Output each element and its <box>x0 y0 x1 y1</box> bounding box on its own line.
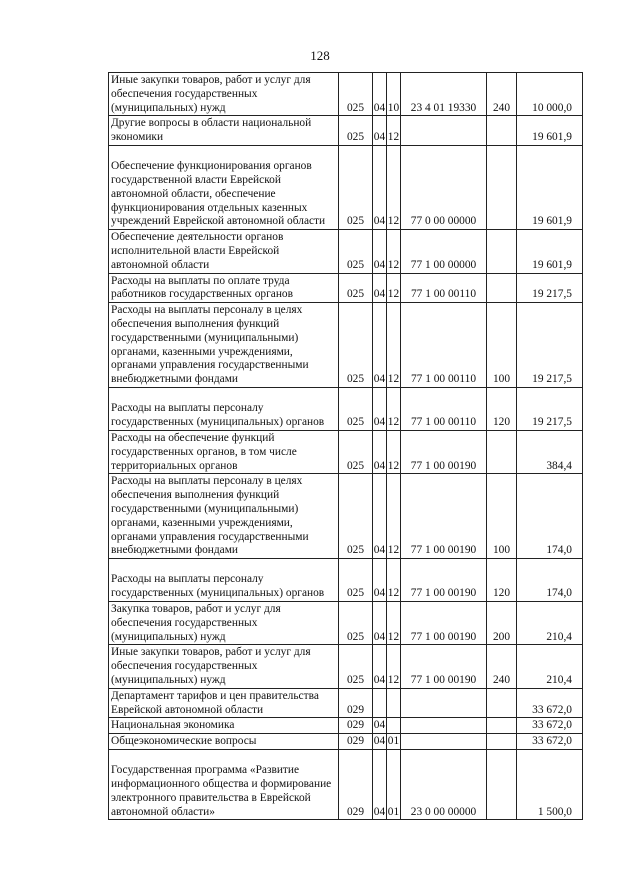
table-row <box>109 145 583 229</box>
table-row <box>109 273 583 303</box>
row-name: Иные закупки товаров, работ и услуг для обеспечения государственных (муниципальных) нужд <box>109 645 339 688</box>
target-article-code: 77 1 00 00190 <box>401 559 487 602</box>
subsection-code: 01 <box>387 749 401 820</box>
row-name: Расходы на выплаты по оплате труда работников государственных органов <box>109 273 339 303</box>
target-article-code <box>401 688 487 718</box>
expense-type-code: 240 <box>487 645 517 688</box>
expense-type-code <box>487 749 517 820</box>
ved-code: 025 <box>339 303 373 388</box>
row-name: Национальная экономика <box>109 718 339 734</box>
subsection-code: 12 <box>387 303 401 388</box>
amount: 19 217,5 <box>517 273 583 303</box>
table-row <box>109 718 583 734</box>
amount: 1 500,0 <box>517 749 583 820</box>
ved-code: 025 <box>339 474 373 559</box>
subsection-code: 12 <box>387 645 401 688</box>
ved-code: 025 <box>339 388 373 431</box>
section-code: 04 <box>373 645 387 688</box>
target-article-code <box>401 734 487 750</box>
subsection-code <box>387 688 401 718</box>
section-code: 04 <box>373 303 387 388</box>
ved-code: 029 <box>339 718 373 734</box>
amount: 384,4 <box>517 430 583 473</box>
row-name: Обеспечение деятельности органов исполнительной власти Еврейской автономной области <box>109 230 339 273</box>
subsection-code: 10 <box>387 73 401 116</box>
target-article-code: 77 1 00 00190 <box>401 474 487 559</box>
target-article-code: 77 0 00 00000 <box>401 145 487 229</box>
expense-type-code <box>487 734 517 750</box>
subsection-code: 01 <box>387 734 401 750</box>
amount: 33 672,0 <box>517 718 583 734</box>
ved-code: 025 <box>339 645 373 688</box>
table-row <box>109 430 583 473</box>
subsection-code: 12 <box>387 145 401 229</box>
expense-type-code <box>487 430 517 473</box>
ved-code: 025 <box>339 145 373 229</box>
target-article-code <box>401 116 487 146</box>
section-code: 04 <box>373 430 387 473</box>
target-article-code: 77 1 00 00000 <box>401 230 487 273</box>
amount: 19 601,9 <box>517 230 583 273</box>
target-article-code: 23 4 01 19330 <box>401 73 487 116</box>
subsection-code: 12 <box>387 430 401 473</box>
table-row <box>109 474 583 559</box>
amount: 19 601,9 <box>517 145 583 229</box>
ved-code: 025 <box>339 559 373 602</box>
expense-type-code: 240 <box>487 73 517 116</box>
section-code: 04 <box>373 559 387 602</box>
target-article-code: 77 1 00 00110 <box>401 303 487 388</box>
expense-type-code <box>487 688 517 718</box>
target-article-code: 77 1 00 00190 <box>401 602 487 645</box>
row-name: Государственная программа «Развитие информационного общества и формирование электронного правительства в Еврейской автономной области» <box>109 749 339 820</box>
target-article-code: 77 1 00 00190 <box>401 430 487 473</box>
ved-code: 025 <box>339 602 373 645</box>
subsection-code: 12 <box>387 474 401 559</box>
table-row <box>109 303 583 388</box>
section-code: 04 <box>373 749 387 820</box>
row-name: Департамент тарифов и цен правительства Еврейской автономной области <box>109 688 339 718</box>
row-name: Расходы на обеспечение функций государственных органов, в том числе территориальных органов <box>109 430 339 473</box>
expense-type-code: 100 <box>487 303 517 388</box>
section-code: 04 <box>373 388 387 431</box>
row-name: Общеэкономические вопросы <box>109 734 339 750</box>
subsection-code: 12 <box>387 602 401 645</box>
target-article-code: 77 1 00 00110 <box>401 273 487 303</box>
section-code: 04 <box>373 734 387 750</box>
ved-code: 025 <box>339 116 373 146</box>
section-code: 04 <box>373 718 387 734</box>
expense-type-code <box>487 273 517 303</box>
amount: 19 217,5 <box>517 303 583 388</box>
ved-code: 029 <box>339 749 373 820</box>
ved-code: 029 <box>339 688 373 718</box>
amount: 33 672,0 <box>517 688 583 718</box>
table-row <box>109 559 583 602</box>
budget-table <box>108 72 583 820</box>
expense-type-code: 200 <box>487 602 517 645</box>
row-name: Закупка товаров, работ и услуг для обеспечения государственных (муниципальных) нужд <box>109 602 339 645</box>
expense-type-code: 120 <box>487 388 517 431</box>
table-row <box>109 602 583 645</box>
subsection-code <box>387 718 401 734</box>
amount: 174,0 <box>517 559 583 602</box>
subsection-code: 12 <box>387 388 401 431</box>
table-row <box>109 734 583 750</box>
expense-type-code <box>487 145 517 229</box>
section-code: 04 <box>373 273 387 303</box>
amount: 19 217,5 <box>517 388 583 431</box>
amount: 174,0 <box>517 474 583 559</box>
amount: 19 601,9 <box>517 116 583 146</box>
expense-type-code <box>487 116 517 146</box>
target-article-code: 77 1 00 00190 <box>401 645 487 688</box>
row-name: Обеспечение функционирования органов государственной власти Еврейской автономной области, обеспечение функционирования отдельных казенных учреждений Еврейской автономной области <box>109 145 339 229</box>
section-code: 04 <box>373 602 387 645</box>
section-code <box>373 688 387 718</box>
expense-type-code <box>487 230 517 273</box>
subsection-code: 12 <box>387 273 401 303</box>
row-name: Расходы на выплаты персоналу государственных (муниципальных) органов <box>109 388 339 431</box>
section-code: 04 <box>373 116 387 146</box>
target-article-code <box>401 718 487 734</box>
table-row <box>109 749 583 820</box>
ved-code: 025 <box>339 73 373 116</box>
table-body <box>109 73 583 820</box>
section-code: 04 <box>373 145 387 229</box>
expense-type-code: 100 <box>487 474 517 559</box>
section-code: 04 <box>373 474 387 559</box>
row-name: Другие вопросы в области национальной экономики <box>109 116 339 146</box>
table-row <box>109 230 583 273</box>
ved-code: 025 <box>339 230 373 273</box>
row-name: Иные закупки товаров, работ и услуг для обеспечения государственных (муниципальных) нужд <box>109 73 339 116</box>
subsection-code: 12 <box>387 559 401 602</box>
expense-type-code: 120 <box>487 559 517 602</box>
amount: 33 672,0 <box>517 734 583 750</box>
row-name: Расходы на выплаты персоналу государственных (муниципальных) органов <box>109 559 339 602</box>
amount: 210,4 <box>517 645 583 688</box>
section-code: 04 <box>373 230 387 273</box>
target-article-code: 77 1 00 00110 <box>401 388 487 431</box>
amount: 10 000,0 <box>517 73 583 116</box>
ved-code: 029 <box>339 734 373 750</box>
page-number: 128 <box>310 48 330 63</box>
ved-code: 025 <box>339 273 373 303</box>
table-row <box>109 73 583 116</box>
table-row <box>109 388 583 431</box>
table-row <box>109 116 583 146</box>
section-code: 04 <box>373 73 387 116</box>
subsection-code: 12 <box>387 116 401 146</box>
row-name: Расходы на выплаты персоналу в целях обеспечения выполнения функций государственными (муниципальными) органами, казенными учреждениями, органами управления государственными внебюджетными фондами <box>109 474 339 559</box>
target-article-code: 23 0 00 00000 <box>401 749 487 820</box>
expense-type-code <box>487 718 517 734</box>
table-row <box>109 645 583 688</box>
amount: 210,4 <box>517 602 583 645</box>
subsection-code: 12 <box>387 230 401 273</box>
row-name: Расходы на выплаты персоналу в целях обеспечения выполнения функций государственными (муниципальными) органами, казенными учреждениями, органами управления государственными внебюджетными фондами <box>109 303 339 388</box>
table-row <box>109 688 583 718</box>
ved-code: 025 <box>339 430 373 473</box>
